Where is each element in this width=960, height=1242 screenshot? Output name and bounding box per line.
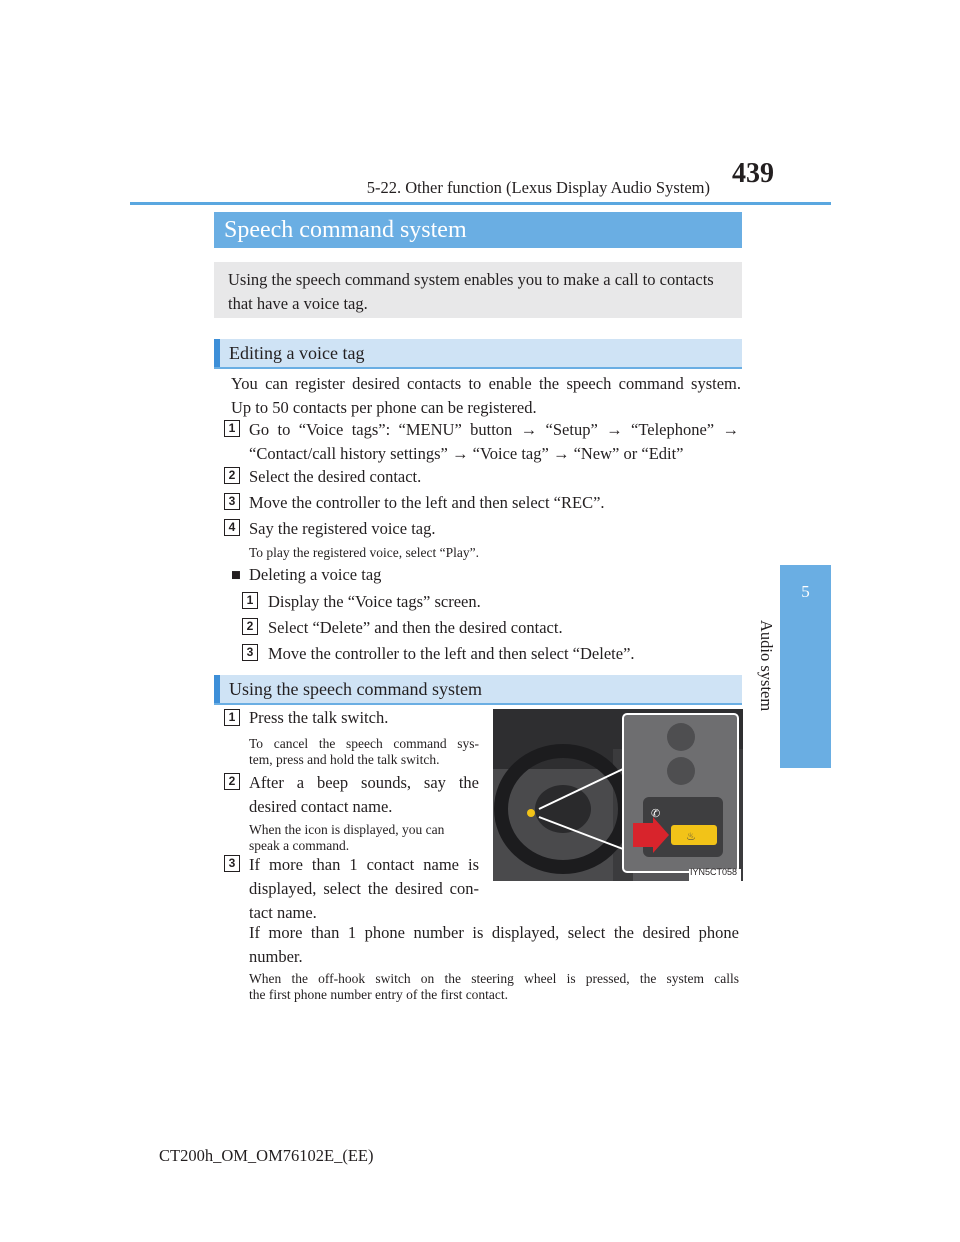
step-number: 3 <box>224 493 240 510</box>
step-number: 1 <box>224 709 240 726</box>
step-text: If more than 1 contact name is <box>249 855 479 874</box>
document-code: CT200h_OM_OM76102E_(EE) <box>159 1146 374 1165</box>
chapter-number: 5 <box>801 582 810 601</box>
intro-line-2: that have a voice tag. <box>228 294 368 313</box>
step-number: 4 <box>224 519 240 536</box>
step-text: Go to “Voice tags”: “MENU” button → “Setup” → “Telephone” → <box>249 420 739 439</box>
step-text-cont: displayed, select the desired con- <box>249 879 479 898</box>
step-text-cont: tact name. <box>249 903 317 922</box>
step-number: 1 <box>242 592 258 609</box>
step-number: 3 <box>242 644 258 661</box>
subheading-editing: Editing a voice tag <box>214 339 742 367</box>
deleting-heading: Deleting a voice tag <box>249 565 382 584</box>
intro-line-1: Using the speech command system enables you to make a call to contacts <box>228 270 714 289</box>
phone-number-para-cont: number. <box>249 947 303 966</box>
step-note: To cancel the speech command sys- <box>249 736 479 751</box>
step-number: 2 <box>242 618 258 635</box>
svg-text:✆: ✆ <box>651 808 661 820</box>
step-text-cont: “Contact/call history settings” → “Voice tag” → “New” or “Edit” <box>249 444 684 463</box>
step-text: Press the talk switch. <box>249 708 389 727</box>
step-text-cont: desired contact name. <box>249 797 393 816</box>
header-rule <box>130 202 831 205</box>
section-title: Speech command system <box>214 212 742 248</box>
step-number: 1 <box>224 420 240 437</box>
bullet-square: ■ <box>231 565 241 584</box>
figure-code: IYN5CT058 <box>690 867 738 877</box>
step-text: After a beep sounds, say the <box>249 773 479 792</box>
page-number: 439 <box>732 158 774 189</box>
play-note: To play the registered voice, select “Play”. <box>249 545 479 560</box>
step-number: 2 <box>224 467 240 484</box>
svg-text:♨: ♨ <box>686 831 696 843</box>
steering-wheel-drawing <box>493 709 743 881</box>
step-text: Display the “Voice tags” screen. <box>268 592 481 611</box>
step-text: Move the controller to the left and then select “Delete”. <box>268 644 635 663</box>
steering-wheel-illustration <box>493 709 743 881</box>
editing-para-line-1: You can register desired contacts to enable the speech command system. <box>231 374 741 393</box>
step-text: Move the controller to the left and then select “REC”. <box>249 493 605 512</box>
step-text: Say the registered voice tag. <box>249 519 436 538</box>
step-number: 3 <box>224 855 240 872</box>
step-text: Select “Delete” and then the desired contact. <box>268 618 563 637</box>
running-head: 5-22. Other function (Lexus Display Audio System) <box>366 178 710 197</box>
intro-box <box>214 262 742 318</box>
step-text: Select the desired contact. <box>249 467 422 486</box>
off-hook-note-cont: the first phone number entry of the first contact. <box>249 987 509 1002</box>
step-note: speak a command. <box>249 838 350 853</box>
subheading-using: Using the speech command system <box>214 675 742 703</box>
step-note: When the icon is displayed, you can <box>249 822 445 837</box>
off-hook-note: When the off-hook switch on the steering wheel is pressed, the system calls <box>249 971 739 986</box>
step-number: 2 <box>224 773 240 790</box>
chapter-title <box>758 620 788 800</box>
chapter-title-text: Audio system <box>757 620 776 712</box>
step-note: tem, press and hold the talk switch. <box>249 752 440 767</box>
phone-number-para: If more than 1 phone number is displayed, select the desired phone <box>249 923 739 942</box>
editing-para-line-2: Up to 50 contacts per phone can be registered. <box>231 398 537 417</box>
